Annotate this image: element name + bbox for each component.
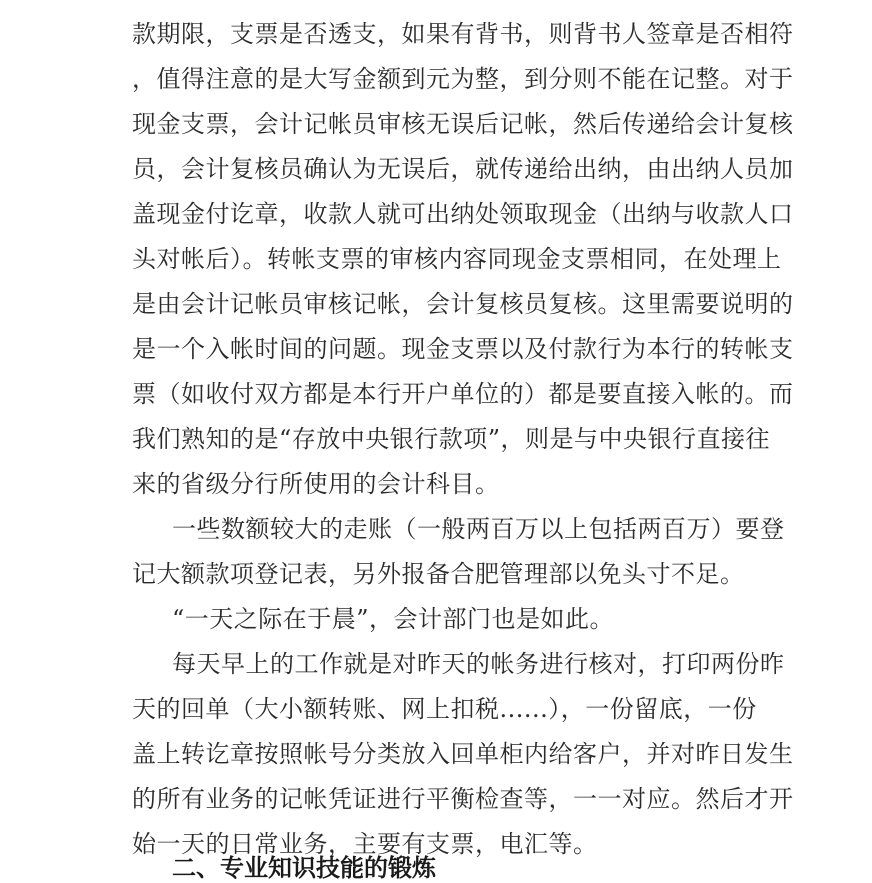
body-text-line: “一天之际在于晨”，会计部门也是如此。 bbox=[172, 605, 615, 633]
body-text-line: 员，会计复核员确认为无误后，就传递给出纳，由出纳人员加 bbox=[132, 155, 794, 183]
body-text-line: 头对帐后）。转帐支票的审核内容同现金支票相同，在处理上 bbox=[132, 245, 782, 273]
body-text-line: 盖现金付讫章，收款人就可出纳处领取现金（出纳与收款人口 bbox=[132, 200, 794, 228]
body-text-line: 我们熟知的是“存放中央银行款项”，则是与中央银行直接往 bbox=[132, 425, 771, 453]
body-text-line: 款期限，支票是否透支，如果有背书，则背书人签章是否相符 bbox=[132, 20, 794, 48]
body-text-line: ，值得注意的是大写金额到元为整，到分则不能在记整。对于 bbox=[132, 65, 794, 93]
body-text-line: 每天早上的工作就是对昨天的帐务进行核对，打印两份昨 bbox=[172, 650, 785, 678]
section-heading: 二、专业知识技能的锻炼 bbox=[172, 854, 436, 882]
body-text-line: 一些数额较大的走账（一般两百万以上包括两百万）要登 bbox=[172, 515, 785, 543]
body-text-line: 是由会计记帐员审核记帐，会计复核员复核。这里需要说明的 bbox=[132, 290, 794, 318]
body-text-line: 天的回单（大小额转账、网上扣税......），一份留底，一份 bbox=[132, 695, 757, 723]
body-text-line: 来的省级分行所使用的会计科目。 bbox=[132, 470, 500, 498]
body-text-line: 始一天的日常业务，主要有支票，电汇等。 bbox=[132, 830, 598, 858]
body-text-line: 是一个入帐时间的问题。现金支票以及付款行为本行的转帐支 bbox=[132, 335, 794, 363]
body-text-line: 记大额款项登记表，另外报备合肥管理部以免头寸不足。 bbox=[132, 560, 745, 588]
body-text-line: 现金支票，会计记帐员审核无误后记帐，然后传递给会计复核 bbox=[132, 110, 794, 138]
body-text-line: 的所有业务的记帐凭证进行平衡检查等，一一对应。然后才开 bbox=[132, 785, 794, 813]
body-text-line: 票（如收付双方都是本行开户单位的）都是要直接入帐的。而 bbox=[132, 380, 794, 408]
body-text-line: 盖上转讫章按照帐号分类放入回单柜内给客户，并对昨日发生 bbox=[132, 740, 794, 768]
